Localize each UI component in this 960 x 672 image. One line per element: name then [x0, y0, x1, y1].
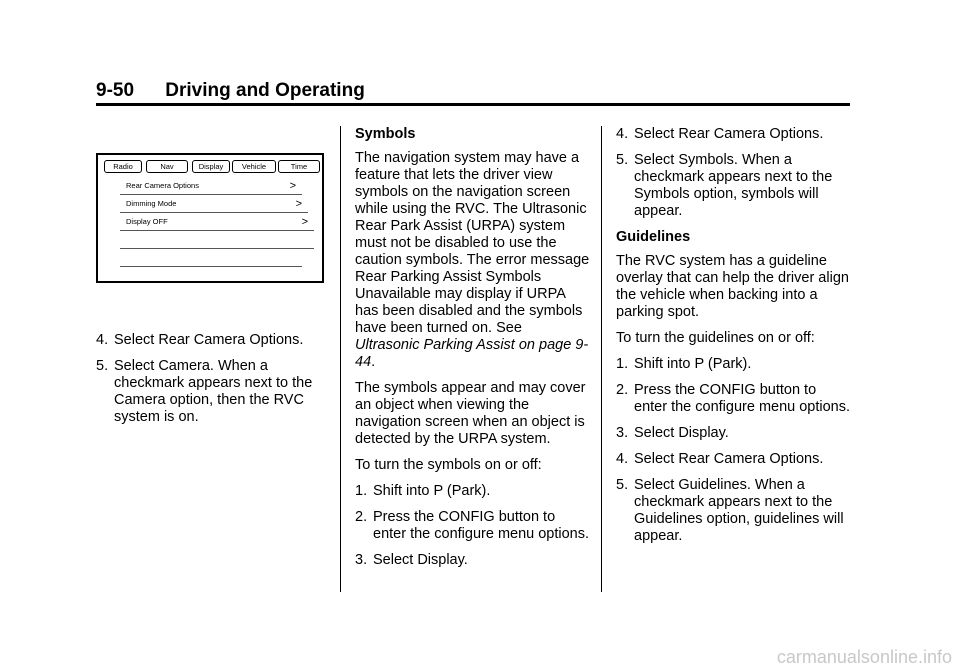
- chevron-right-icon: >: [301, 216, 308, 228]
- column-divider-1: [340, 126, 341, 592]
- screen-menu-rear-camera-options: [120, 179, 302, 195]
- step-item: 4. Select Rear Camera Options.: [616, 126, 824, 142]
- screen-tab-time: Time: [278, 160, 320, 173]
- section-heading-symbols: Symbols: [355, 126, 416, 142]
- screen-menu-dimming-mode: [120, 197, 308, 213]
- step-item: 5. Select Camera. When a checkmark appears next to the Camera option, then the RVC system is on.: [96, 358, 313, 425]
- screen-tab-display: Display: [192, 160, 230, 173]
- step-item: 3. Select Display.: [355, 552, 468, 568]
- menu-item-label: Rear Camera Options: [126, 181, 199, 190]
- step-item: 2. Press the CONFIG button to enter the configure menu options.: [355, 509, 590, 542]
- screen-menu-empty-row: [120, 251, 302, 267]
- menu-item-label: Dimming Mode: [126, 199, 177, 208]
- column-2: [355, 126, 591, 578]
- screen-tab-nav: Nav: [146, 160, 188, 173]
- page-header: [96, 80, 365, 102]
- page-number: 9-50: [96, 80, 135, 101]
- paragraph: The symbols appear and may cover an object when viewing the navigation screen when an object is detected by the URPA system.: [355, 380, 586, 447]
- step-item: 5. Select Guidelines. When a checkmark appears next to the Guidelines option, guidelines will appear.: [616, 477, 844, 544]
- section-title: Driving and Operating: [165, 80, 365, 101]
- screen-menu-empty-row: [120, 233, 314, 249]
- header-rule: [96, 103, 850, 106]
- step-item: 1. Shift into P (Park).: [616, 356, 752, 372]
- display-screen-illustration: [96, 153, 324, 283]
- column-1: [96, 332, 324, 435]
- step-item: 4. Select Rear Camera Options.: [616, 451, 824, 467]
- screen-menu-display-off: [120, 215, 314, 231]
- step-item: 4. Select Rear Camera Options.: [96, 332, 304, 348]
- chevron-right-icon: >: [295, 198, 302, 210]
- step-item: 3. Select Display.: [616, 425, 729, 441]
- cross-reference: Ultrasonic Parking Assist on page 9-44: [355, 337, 589, 370]
- paragraph: The navigation system may have a feature that lets the driver view symbols on the navigation screen while using the RVC. The Ultrasonic Rear Park Assist (URPA) system must not be disabled to use the caution symbols. The error message Rear Parking Assist Symbols Unavailable may display if URPA has been disabled and the symbols have been turned on. See Ultrasonic Parking Assist on page 9-44.: [355, 150, 590, 370]
- column-3: [616, 126, 852, 554]
- screen-tab-radio: Radio: [104, 160, 142, 173]
- step-item: 1. Shift into P (Park).: [355, 483, 491, 499]
- screen-tab-vehicle: Vehicle: [232, 160, 276, 173]
- section-heading-guidelines: Guidelines: [616, 229, 691, 245]
- step-item: 5. Select Symbols. When a checkmark appears next to the Symbols option, symbols will appear.: [616, 152, 833, 219]
- paragraph: The RVC system has a guideline overlay that can help the driver align the vehicle when backing into a parking spot.: [616, 253, 849, 320]
- chevron-right-icon: >: [289, 180, 296, 192]
- paragraph: To turn the guidelines on or off:: [616, 330, 815, 346]
- watermark: carmanualsonline.info: [776, 647, 952, 667]
- column-divider-2: [601, 126, 602, 592]
- menu-item-label: Display OFF: [126, 217, 168, 226]
- step-item: 2. Press the CONFIG button to enter the configure menu options.: [616, 382, 851, 415]
- paragraph: To turn the symbols on or off:: [355, 457, 542, 473]
